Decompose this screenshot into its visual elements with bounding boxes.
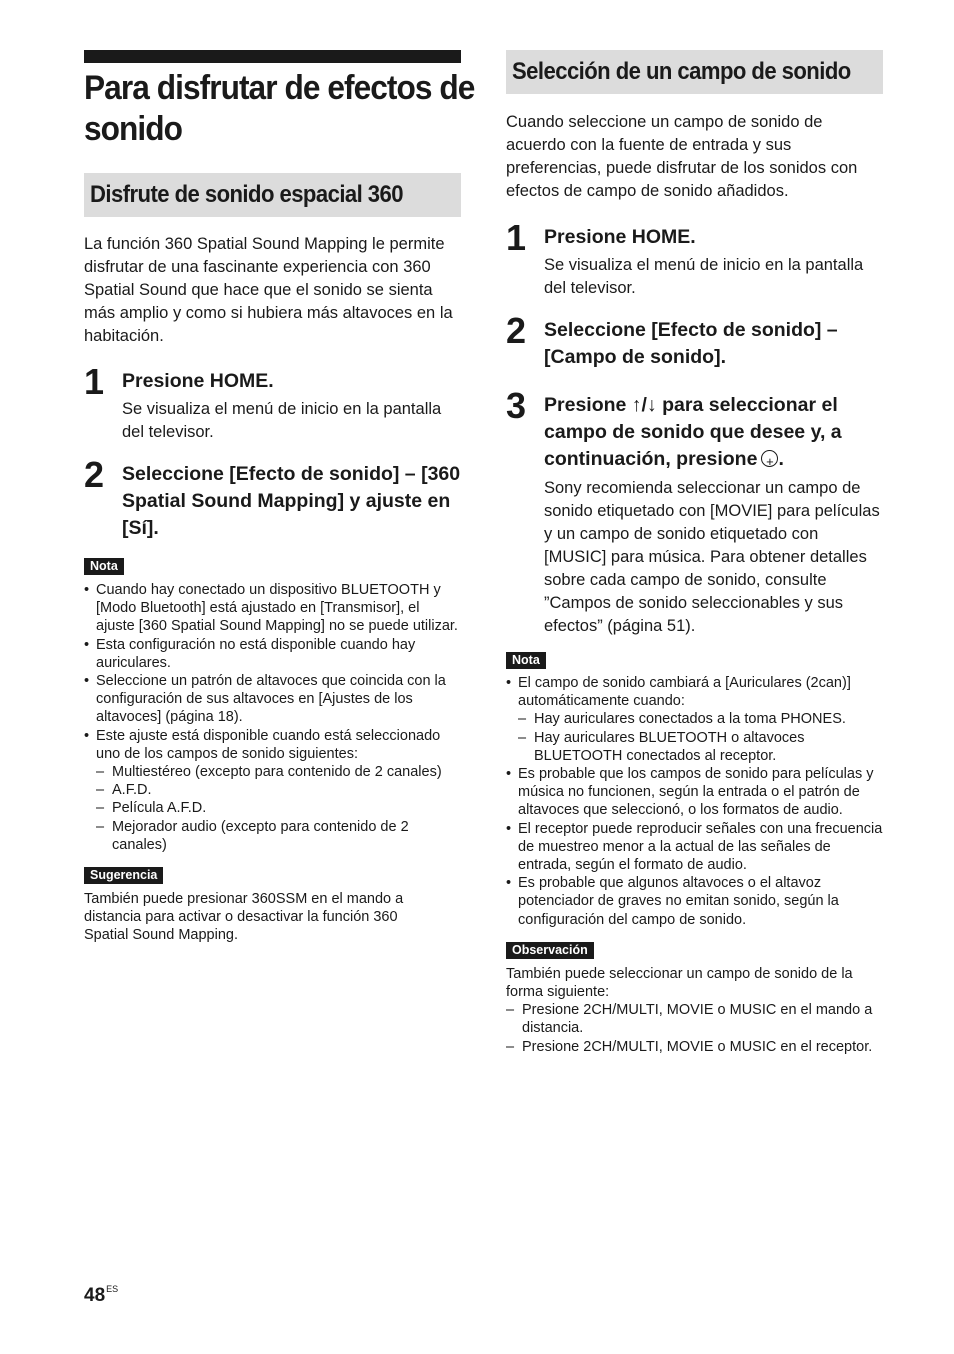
step-3 [506,385,883,638]
list-item [506,674,883,765]
step-body: Se visualiza el menú de inicio en la pantalla del televisor. [544,256,864,297]
list-item: • Esta configuración no está disponible cuando hay auriculares. [84,636,461,672]
sub-item: – Mejorador audio (excepto para contenido de 2 canales) [96,818,461,854]
step-1 [84,361,461,444]
step-number: 3 [506,385,527,426]
list-item-text: Este ajuste está disponible cuando está seleccionado uno de los campos de sonido siguientes: [96,727,441,762]
left-column [84,50,475,945]
note-label: Nota [506,652,546,669]
section-heading-sound-field: Selección de un campo de sonido [506,50,883,94]
sub-list [96,763,461,854]
observation-label: Observación [506,942,594,959]
sub-item: – Película A.F.D. [96,799,461,817]
language-code: ES [106,1284,119,1294]
intro-sound-field: Cuando seleccione un campo de sonido de acuerdo con la fuente de entrada y sus preferencias, puede disfrutar de los sonidos con efectos de campo de sonido añadidos. [506,113,858,200]
step-number: 2 [84,454,105,495]
sub-item: – Presione 2CH/MULTI, MOVIE o MUSIC en el mando a distancia. [506,1001,883,1037]
note-label-wrap [506,651,883,669]
enter-button-icon [761,450,778,467]
tip-text: También puede presionar 360SSM en el mando a distancia para activar o desactivar la función 360 Spatial Sound Mapping. [84,891,404,944]
obs-label-wrap [506,941,883,959]
step-body: Se visualiza el menú de inicio en la pantalla del televisor. [122,400,442,441]
page-number: $48^{ES}$ [84,1284,119,1306]
note-label-wrap [84,557,461,575]
step-title: Presione HOME. [544,226,696,248]
list-item: • Es probable que los campos de sonido para películas y música no funcionen, según la entrada o el patrón de altavoces que seleccionó, o los formatos de audio. [506,765,883,820]
list-item-text: El campo de sonido cambiará a [Auriculares (2can)] automáticamente cuando: [518,675,851,710]
tip-label: Sugerencia [84,867,163,884]
step-number: 1 [506,217,527,258]
title-rule [84,50,461,63]
observation-text: También puede seleccionar un campo de sonido de la forma siguiente: [506,965,853,1001]
step-body: Sony recomienda seleccionar un campo de sonido etiquetado con [MOVIE] para películas y un campo de sonido etiquetado con [MUSIC] para música. Para obtener detalles sobre cada campo de sonido, consulte ”Campos de sonido seleccionables y sus efectos” (página 51). [544,479,880,635]
step-title: Presione ↑/↓ para seleccionar el campo de sonido que desee y, a continuación, presione+ . [544,392,883,473]
note-label: Nota [84,558,124,575]
list-item: • El receptor puede reproducir señales con una frecuencia de muestreo menor a la actual de las señales de entrada, según el formato de audio. [506,820,883,875]
up-down-arrow-icon: ↑/↓ [631,394,657,416]
step-title: Presione HOME. [122,370,274,392]
step-2 [506,310,883,371]
list-item: • Seleccione un patrón de altavoces que coincida con la configuración de sus altavoces en [Ajustes de los altavoces] (página 18). [84,672,461,727]
step-1 [506,217,883,300]
sub-list [518,710,883,765]
intro-360: La función 360 Spatial Sound Mapping le permite disfrutar de una fascinante experiencia con 360 Spatial Sound que hace que el sonido se sienta más amplio y como si hubiera más altavoces en la habitación. [84,235,453,345]
sub-item: – A.F.D. [96,781,461,799]
observation-list [506,1001,883,1056]
step-title: Seleccione [Efecto de sonido] – [Campo de sonido]. [544,319,838,368]
page-title: Para disfrutar de efectos de sonido [84,69,475,148]
sub-item: – Presione 2CH/MULTI, MOVIE o MUSIC en el receptor. [506,1038,883,1056]
list-item: • Cuando hay conectado un dispositivo BLUETOOTH y [Modo Bluetooth] está ajustado en [Transmisor], el ajuste [360 Spatial Sound Mapping] no se puede utilizar. [84,581,461,636]
step-number: 2 [506,310,527,351]
section-heading-360: Disfrute de sonido espacial 360 [84,173,461,217]
list-item: • Es probable que algunos altavoces o el altavoz potenciador de graves no emitan sonido, según la configuración del campo de sonido. [506,874,883,929]
step-2 [84,454,461,542]
step-number: 1 [84,361,105,402]
note-list [506,674,883,929]
sub-item: – Hay auriculares BLUETOOTH o altavoces BLUETOOTH conectados al receptor. [518,729,883,765]
right-column [506,50,883,1056]
sub-item: – Hay auriculares conectados a la toma PHONES. [518,710,883,728]
note-list [84,581,461,854]
tip-label-wrap [84,866,461,884]
step-title: Seleccione [Efecto de sonido] – [360 Spatial Sound Mapping] y ajuste en [Sí]. [122,463,461,539]
sub-item: – Multiestéreo (excepto para contenido de 2 canales) [96,763,461,781]
list-item [84,727,461,854]
